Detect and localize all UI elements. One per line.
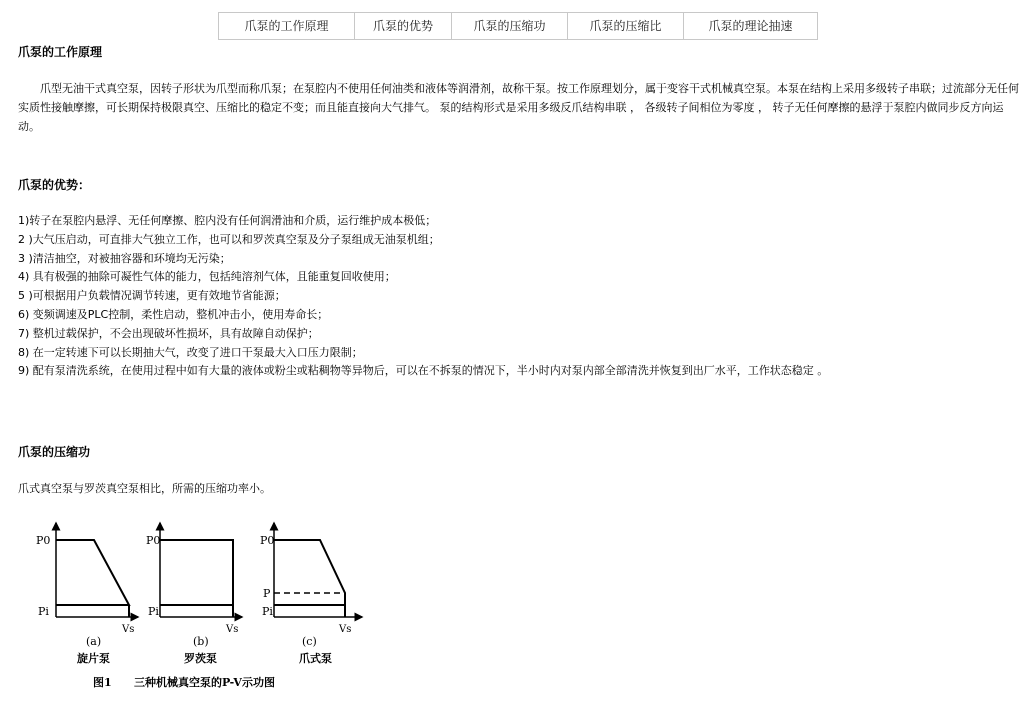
list-item: 3 )清洁抽空，对被抽容器和环境均无污染；	[18, 251, 231, 265]
p0-label: P0	[146, 534, 161, 547]
p-label: P	[263, 587, 271, 600]
panel-b	[146, 523, 242, 665]
tab-theoretical-speed[interactable]: 爪泵的理论抽速	[708, 19, 793, 33]
p0-label: P0	[36, 534, 51, 547]
figure-number: 图1	[93, 676, 112, 689]
section-tabs	[218, 12, 818, 40]
vs-label: Vs	[122, 624, 135, 635]
tab-working-principle[interactable]: 爪泵的工作原理	[219, 13, 355, 39]
principle-body: 爪型无油干式真空泵，因转子形状为爪型而称爪泵；在泵腔内不使用任何油类和液体等润滑剂，故称干泵。按工作原理划分，属于变容干式机械真空泵。本泵在结构上采用多级转子串联；过流部分无任何实质性接触摩擦，可长期保持极限真空、压缩比的稳定不变；而且能直接向大气排气。 泵的结构形式是采用多级反爪结构串联 ， 各级转子间相位为零度 ， 转子无任何摩擦的悬浮于泵腔内做同步反方向运动。	[18, 82, 1019, 133]
panel-tag: (a)	[86, 635, 102, 648]
panel-name: 爪式泵	[299, 652, 332, 665]
p0-label: P0	[260, 534, 275, 547]
panel-a	[36, 523, 138, 665]
compression-body: 爪式真空泵与罗茨真空泵相比，所需的压缩功率小。	[18, 482, 271, 495]
list-item: 6) 变频调速及PLC控制，柔性启动，整机冲击小，使用寿命长；	[18, 307, 329, 321]
list-item: 4) 具有极强的抽除可凝性气体的能力，包括纯溶剂气体，且能重复回收使用；	[18, 270, 396, 284]
pi-label: Pi	[38, 605, 49, 618]
advantages-heading: 爪泵的优势：	[18, 178, 91, 192]
panel-name: 旋片泵	[77, 652, 110, 665]
list-item: 9) 配有泵清洗系统，在使用过程中如有大量的液体或粉尘或粘稠物等异物后，可以在不拆泵的情况下，半小时内对泵内部全部清洗并恢复到出厂水平，工作状态稳定 。	[18, 364, 829, 378]
list-item: 7) 整机过载保护，不会出现破坏性损坏，具有故障自动保护；	[18, 326, 319, 340]
tab-advantages[interactable]: 爪泵的优势	[355, 13, 452, 39]
pi-label: Pi	[262, 605, 273, 618]
compression-heading: 爪泵的压缩功	[18, 445, 91, 459]
principle-heading: 爪泵的工作原理	[18, 45, 103, 59]
tab-compression-ratio[interactable]: 爪泵的压缩比	[568, 13, 684, 39]
panel-tag: (c)	[302, 635, 317, 648]
tab-compression-work[interactable]: 爪泵的压缩功	[452, 13, 568, 39]
advantages-list	[18, 212, 828, 381]
list-item: 8) 在一定转速下可以长期抽大气，改变了进口干泵最大入口压力限制；	[18, 345, 363, 359]
panel-tag: (b)	[193, 635, 209, 648]
list-item: 5 )可根据用户负载情况调节转速，更有效地节省能源；	[18, 289, 286, 303]
panel-c	[260, 523, 362, 665]
pi-label: Pi	[148, 605, 159, 618]
list-item: 2 )大气压启动，可直排大气独立工作，也可以和罗茨真空泵及分子泵组成无油泵机组；	[18, 232, 440, 246]
panel-name: 罗茨泵	[184, 652, 217, 665]
vs-label: Vs	[339, 624, 352, 635]
pv-diagram-figure	[0, 505, 400, 695]
vs-label: Vs	[226, 624, 239, 635]
figure-caption: 三种机械真空泵的P-V示功图	[134, 676, 275, 689]
list-item: 1)转子在泵腔内悬浮、无任何摩擦、腔内没有任何润滑油和介质，运行维护成本极低；	[18, 214, 437, 227]
